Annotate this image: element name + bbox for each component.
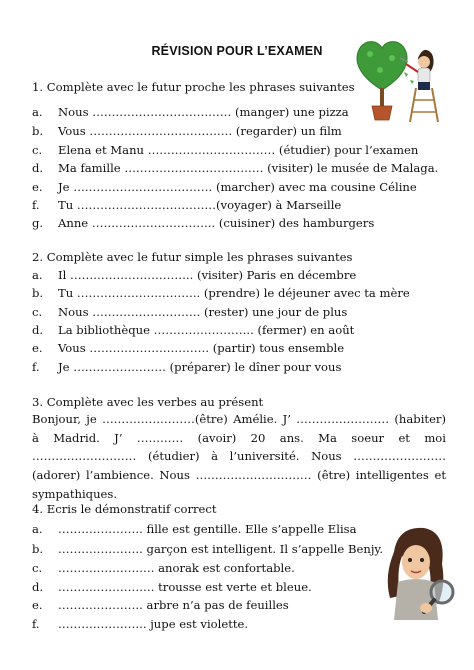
section-1-item-f: f. Tu ………………………………(voyager) à Marseille	[32, 198, 342, 212]
section-2-item-a: a. Il ………………………….. (visiter) Paris en décembre	[32, 268, 357, 282]
section-1-item-d: d. Ma famille ……………………………… (visiter) le musée de Malaga.	[32, 161, 439, 175]
detective-magnifier-illustration	[380, 522, 460, 622]
gardener-heart-tree-illustration	[352, 28, 446, 124]
section-1-heading: 1. Complète avec le futur proche les phrases suivantes	[32, 80, 355, 94]
section-1-item-c: c. Elena et Manu …………………………… (étudier) pour l’examen	[32, 143, 419, 157]
section-2-item-f: f. Je …………………… (préparer) le dîner pour vous	[32, 360, 342, 374]
section-1-item-b: b. Vous ………………………………. (regarder) un film	[32, 124, 342, 138]
section-2-item-e: e. Vous …………………………. (partir) tous ensemble	[32, 341, 345, 355]
section-4-item-c: c. ……………………. anorak est confortable.	[32, 561, 295, 575]
page-title: RÉVISION POUR L’EXAMEN	[151, 44, 323, 58]
section-1-item-e: e. Je ……………………………… (marcher) avec ma cousine Céline	[32, 180, 417, 194]
section-4-item-b: b. …………………. garçon est intelligent. Il s’appelle Benjy.	[32, 542, 384, 556]
section-3-paragraph: Bonjour, je ……………………(être) Amélie. J’ …………………… (habiter) à Madrid. J’ ………… (avoir) 20 ans. Ma soeur et moi ……………………… (étudier) à l’université. Nous …………………… (adorer) l’ambience. Nous ………………………… (être) intelligentes et sympathiques.	[32, 412, 446, 501]
section-1-item-g: g. Anne ………………………….. (cuisiner) des hamburgers	[32, 216, 375, 230]
section-2-item-d: d. La bibliothèque …………………….. (fermer) en août	[32, 323, 355, 337]
section-4-item-e: e. …………………. arbre n’a pas de feuilles	[32, 598, 289, 612]
section-3-heading: 3. Complète avec les verbes au présent	[32, 395, 264, 409]
section-4-item-f: f. ………………….. jupe est violette.	[32, 617, 249, 631]
section-4-item-a: a. …………………. fille est gentille. Elle s’appelle Elisa	[32, 522, 357, 536]
section-2-heading: 2. Complète avec le futur simple les phrases suivantes	[32, 250, 353, 264]
section-2-item-c: c. Nous ………………………. (rester) une jour de plus	[32, 305, 348, 319]
section-4-heading: 4. Ecris le démonstratif correct	[32, 502, 217, 516]
section-4-item-d: d. ……………………. trousse est verte et bleue.	[32, 580, 312, 594]
section-2-item-b: b. Tu ………………………….. (prendre) le déjeuner avec ta mère	[32, 286, 410, 300]
section-1-item-a: a. Nous ……………………………… (manger) une pizza	[32, 105, 349, 119]
